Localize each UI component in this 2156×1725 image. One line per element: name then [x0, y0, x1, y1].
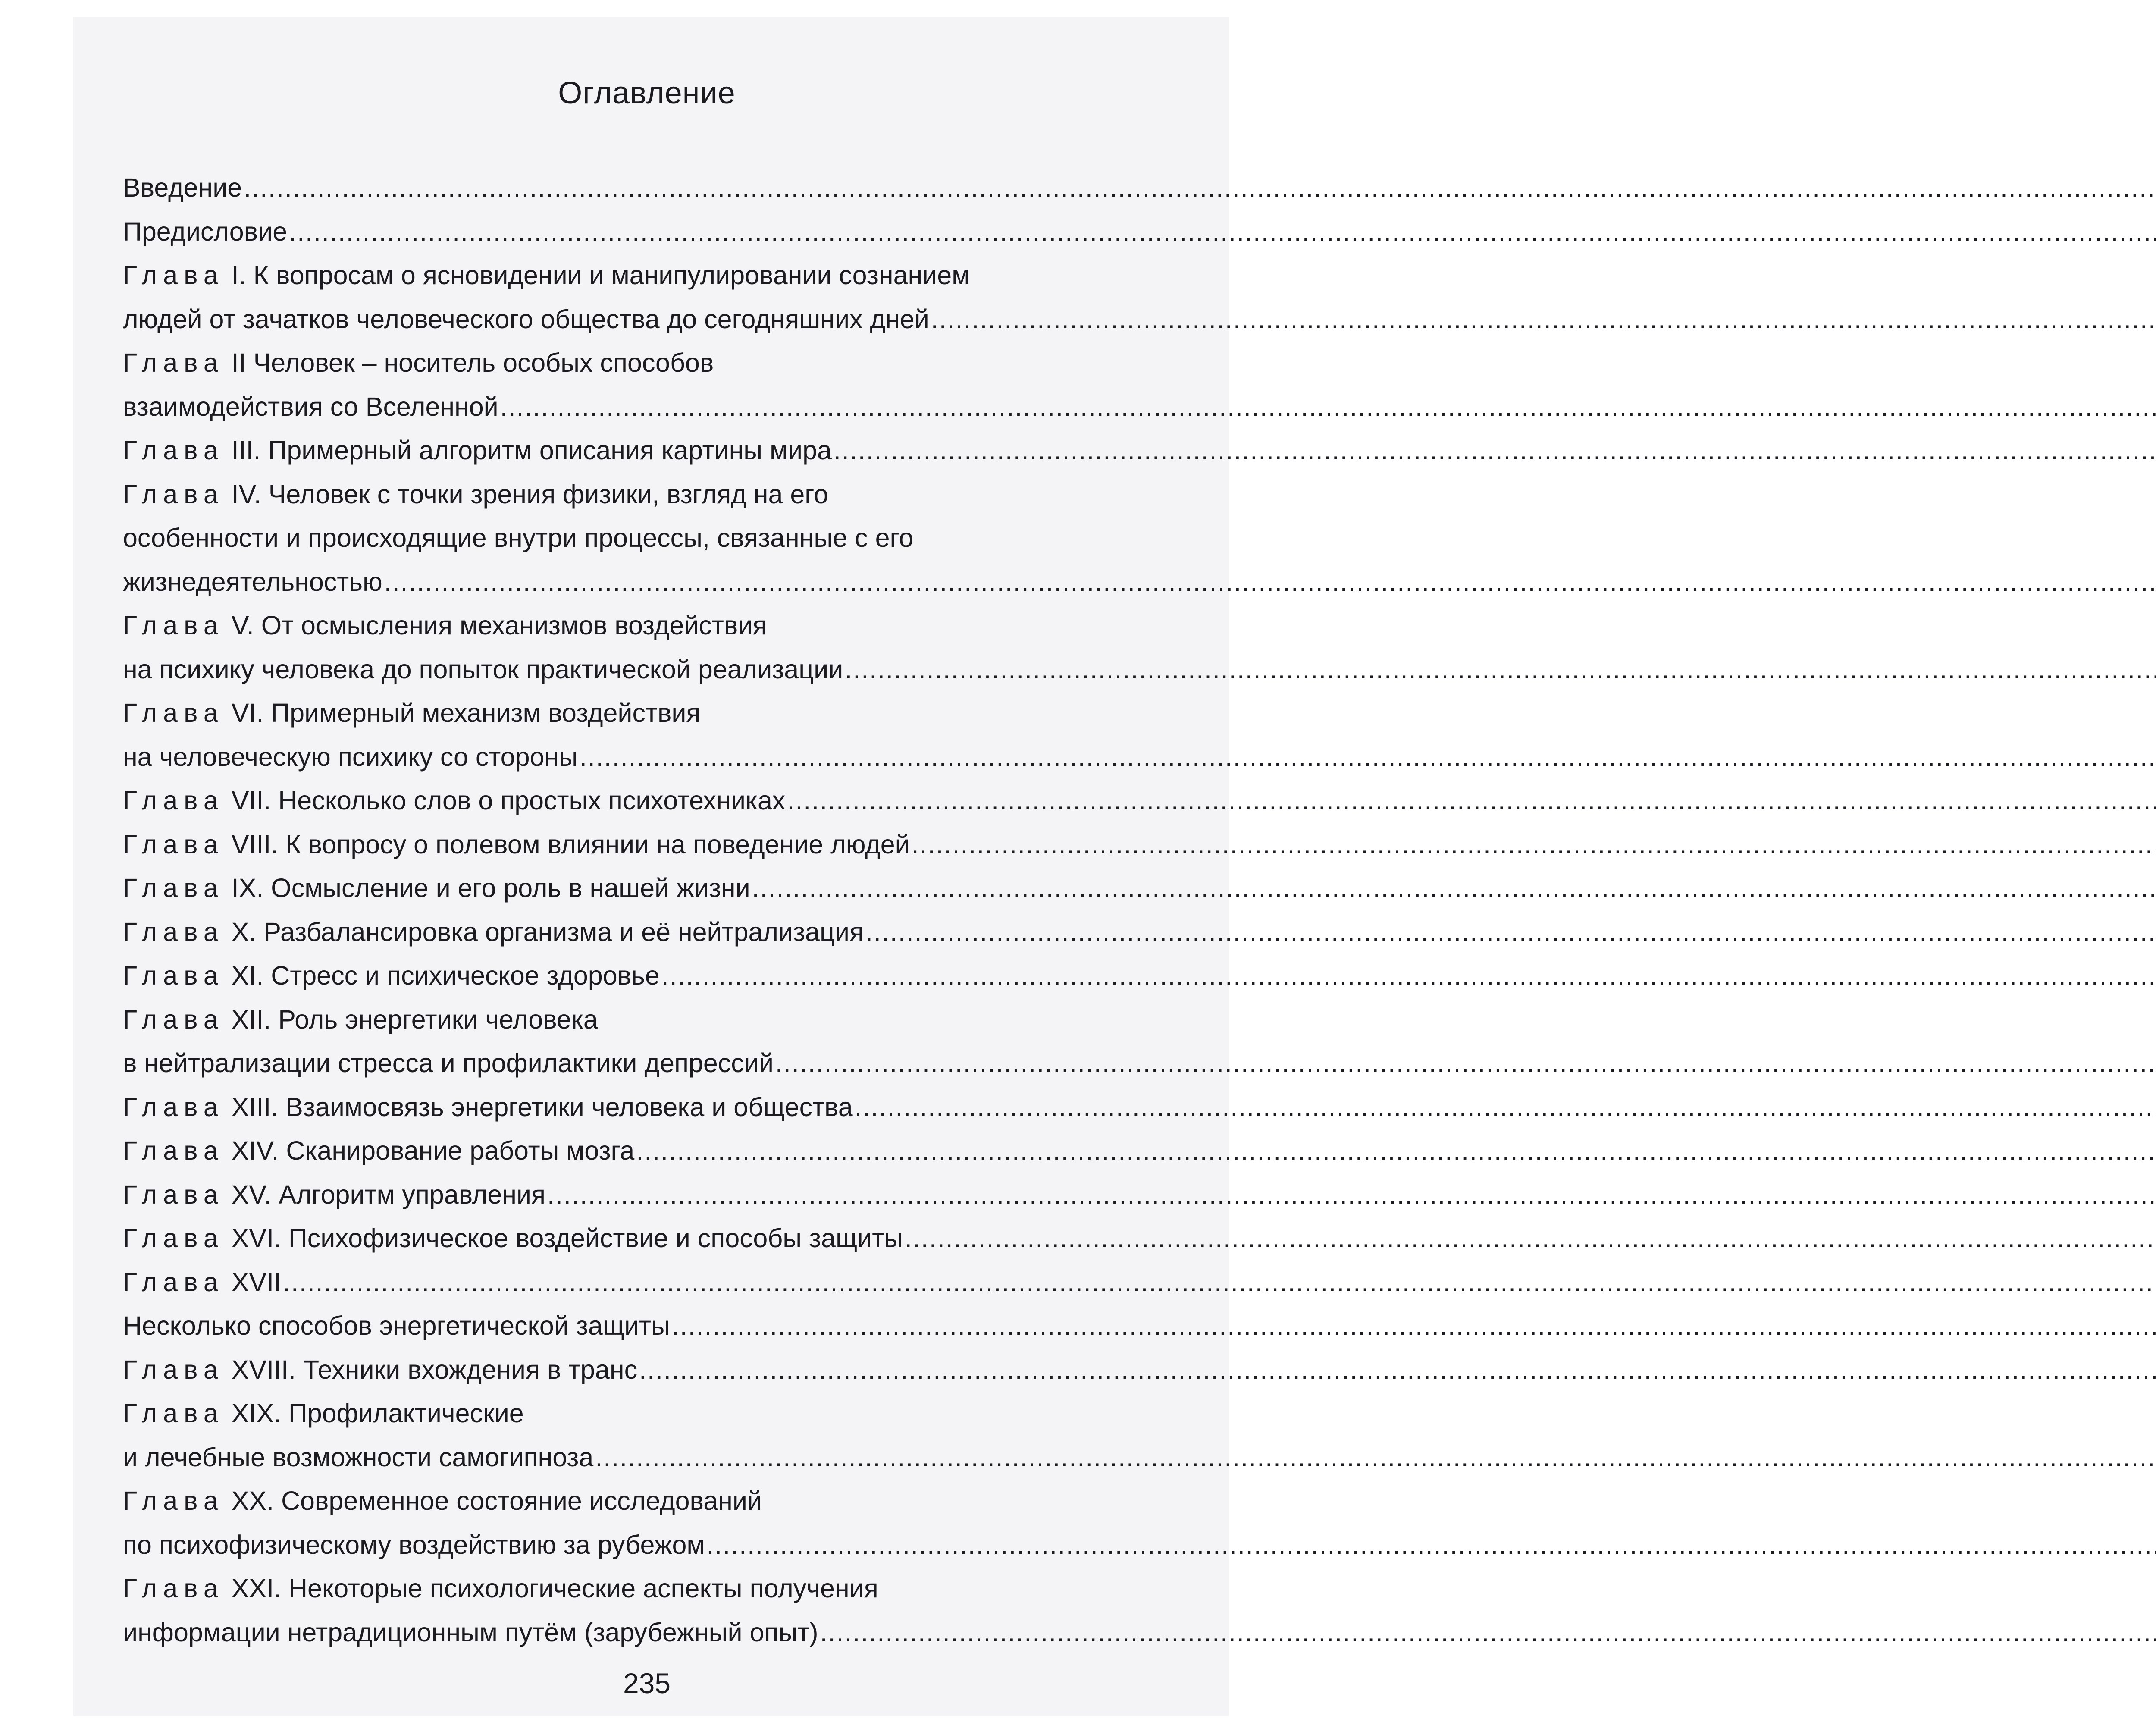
toc-entry-title: II Человек – носитель особых способов	[231, 348, 714, 377]
dot-leader	[845, 648, 2156, 692]
toc-entry	[123, 429, 1175, 473]
chapter-label: Глава	[123, 1355, 224, 1384]
toc-entry-line	[123, 341, 1175, 385]
toc-entry-line	[123, 210, 1175, 254]
toc-entry-title: VIII. К вопросу о полевом влиянии на поведение людей	[231, 829, 910, 859]
toc-entry	[123, 1217, 1175, 1261]
dot-leader	[865, 910, 2156, 954]
chapter-label: Глава	[123, 611, 224, 640]
toc-entry-line	[123, 1129, 1175, 1173]
toc-entry-title: X. Разбалансировка организма и её нейтрализация	[231, 917, 864, 947]
chapter-label: Глава	[123, 479, 224, 509]
toc-entry-title: взаимодействия со Вселенной	[123, 392, 498, 421]
toc-entry	[123, 998, 1175, 1085]
toc-entry-line	[123, 604, 1175, 648]
toc-entry-line	[123, 1217, 1175, 1261]
toc-entry	[123, 866, 1175, 910]
dot-leader	[244, 166, 2156, 210]
toc-entry-title: XX. Современное состояние исследований	[231, 1486, 762, 1515]
chapter-label: Глава	[123, 917, 224, 947]
chapter-label: Глава	[123, 1399, 224, 1428]
toc-entry-line	[123, 823, 1175, 867]
table-of-contents	[123, 166, 1175, 1654]
toc-entry-title: на психику человека до попыток практической реализации	[123, 654, 843, 684]
dot-leader	[639, 1348, 2156, 1392]
chapter-label: Глава	[123, 829, 224, 859]
toc-entry-line	[123, 779, 1175, 823]
dot-leader	[775, 1041, 2156, 1085]
toc-entry-title: VI. Примерный механизм воздействия	[231, 698, 701, 728]
toc-entry-line	[123, 1085, 1175, 1129]
chapter-label: Глава	[123, 1486, 224, 1515]
chapter-label: Глава	[123, 698, 224, 728]
toc-entry-line	[123, 691, 1175, 735]
dot-leader	[752, 866, 2156, 910]
page-title: Оглавление	[558, 76, 736, 110]
toc-entry-title: IV. Человек с точки зрения физики, взгляд на его	[231, 479, 829, 509]
dot-leader	[384, 560, 2156, 604]
toc-entry-title: XIII. Взаимосвязь энергетики человека и общества	[231, 1092, 853, 1122]
toc-entry-title: особенности и происходящие внутри процессы, связанные с его	[123, 523, 914, 552]
toc-entry	[123, 954, 1175, 998]
chapter-label: Глава	[123, 1092, 224, 1122]
toc-entry-title: XIX. Профилактические	[231, 1399, 524, 1428]
toc-entry-title: IX. Осмысление и его роль в нашей жизни	[231, 873, 750, 903]
toc-entry-line	[123, 1261, 1175, 1305]
dot-leader	[931, 298, 2156, 342]
dot-leader	[905, 1217, 2156, 1261]
toc-entry-line	[123, 735, 1175, 779]
toc-entry-line	[123, 1348, 1175, 1392]
toc-entry-line	[123, 1611, 1175, 1655]
dot-leader	[672, 1304, 2156, 1348]
dot-leader	[912, 823, 2156, 867]
toc-entry-line	[123, 648, 1175, 692]
toc-entry-title: по психофизическому воздействию за рубежом	[123, 1530, 705, 1559]
dot-leader	[289, 210, 2156, 254]
toc-entry	[123, 1261, 1175, 1305]
toc-entry-title: XI. Стресс и психическое здоровье	[231, 961, 660, 990]
toc-entry-title: Предисловие	[123, 216, 288, 246]
toc-entry-line	[123, 1392, 1175, 1436]
toc-entry	[123, 473, 1175, 604]
toc-entry-title: XVIII. Техники вхождения в транс	[231, 1355, 638, 1384]
toc-entry-title: III. Примерный алгоритм описания картины мира	[231, 436, 832, 465]
toc-entry-title: XIV. Сканирование работы мозга	[231, 1136, 635, 1165]
toc-entry-title: I. К вопросам о ясновидении и манипулировании сознанием	[231, 260, 970, 290]
toc-entry	[123, 341, 1175, 429]
toc-entry-line	[123, 298, 1175, 342]
toc-entry	[123, 1348, 1175, 1392]
toc-entry-title: XVII	[231, 1267, 282, 1297]
toc-entry-line	[123, 166, 1175, 210]
toc-entry-line	[123, 1436, 1175, 1480]
dot-leader	[661, 954, 2156, 998]
toc-entry-title: жизнедеятельностью	[123, 567, 382, 596]
toc-entry-title: в нейтрализации стресса и профилактики депрессий	[123, 1048, 774, 1078]
chapter-label: Глава	[123, 260, 224, 290]
chapter-label: Глава	[123, 1267, 224, 1297]
chapter-label: Глава	[123, 436, 224, 465]
toc-entry-line	[123, 429, 1175, 473]
dot-leader	[706, 1523, 2156, 1567]
toc-entry	[123, 1567, 1175, 1654]
toc-entry-line	[123, 385, 1175, 429]
toc-entry-title: Несколько способов энергетической защиты	[123, 1311, 670, 1340]
chapter-label: Глава	[123, 1179, 224, 1209]
toc-entry	[123, 1085, 1175, 1129]
toc-entry	[123, 210, 1175, 254]
toc-entry-title: информации нетрадиционным путём (зарубежный опыт)	[123, 1617, 818, 1647]
toc-entry-title: XXI. Некоторые психологические аспекты получения	[231, 1574, 878, 1603]
toc-entry-title: на человеческую психику со стороны	[123, 742, 578, 772]
toc-entry	[123, 691, 1175, 779]
chapter-label: Глава	[123, 873, 224, 903]
chapter-label: Глава	[123, 1574, 224, 1603]
toc-entry-line	[123, 1567, 1175, 1611]
toc-entry	[123, 604, 1175, 691]
chapter-label: Глава	[123, 961, 224, 990]
toc-entry-line	[123, 1304, 1175, 1348]
toc-entry-title: XVI. Психофизическое воздействие и способы защиты	[231, 1223, 903, 1253]
toc-entry-line	[123, 1041, 1175, 1085]
chapter-label: Глава	[123, 1223, 224, 1253]
toc-entry-line	[123, 998, 1175, 1042]
toc-entry-line	[123, 910, 1175, 954]
toc-entry-line	[123, 1523, 1175, 1567]
toc-entry-title: XII. Роль энергетики человека	[231, 1004, 598, 1034]
page-number: 235	[623, 1667, 671, 1699]
toc-entry-title: людей от зачатков человеческого общества до сегодняшних дней	[123, 304, 929, 334]
toc-entry-line	[123, 866, 1175, 910]
toc-entry-title: и лечебные возможности самогипноза	[123, 1442, 594, 1472]
dot-leader	[636, 1129, 2156, 1173]
chapter-label: Глава	[123, 786, 224, 815]
toc-entry-title: VII. Несколько слов о простых психотехниках	[231, 786, 786, 815]
dot-leader	[855, 1085, 2156, 1129]
dot-leader	[500, 385, 2156, 429]
chapter-label: Глава	[123, 1004, 224, 1034]
toc-entry-line	[123, 516, 1175, 560]
toc-entry	[123, 1479, 1175, 1567]
dot-leader	[820, 1611, 2156, 1655]
toc-entry-line	[123, 254, 1175, 298]
toc-entry-line	[123, 473, 1175, 517]
dot-leader	[595, 1436, 2156, 1480]
toc-entry	[123, 910, 1175, 954]
dot-leader	[283, 1261, 2156, 1305]
dot-leader	[787, 779, 2156, 823]
toc-entry	[123, 1173, 1175, 1217]
toc-entry	[123, 1129, 1175, 1173]
toc-entry-line	[123, 560, 1175, 604]
toc-entry-line	[123, 1173, 1175, 1217]
toc-entry	[123, 254, 1175, 341]
toc-entry-line	[123, 954, 1175, 998]
chapter-label: Глава	[123, 348, 224, 377]
toc-entry	[123, 1304, 1175, 1348]
toc-entry-title: V. От осмысления механизмов воздействия	[231, 611, 767, 640]
toc-entry	[123, 823, 1175, 867]
dot-leader	[834, 429, 2156, 473]
dot-leader	[547, 1173, 2156, 1217]
toc-entry	[123, 1392, 1175, 1479]
chapter-label: Глава	[123, 1136, 224, 1165]
dot-leader	[580, 735, 2156, 779]
toc-entry	[123, 779, 1175, 823]
toc-entry-line	[123, 1479, 1175, 1523]
toc-entry-title: XV. Алгоритм управления	[231, 1179, 546, 1209]
toc-entry	[123, 166, 1175, 210]
toc-entry-title: Введение	[123, 173, 242, 202]
